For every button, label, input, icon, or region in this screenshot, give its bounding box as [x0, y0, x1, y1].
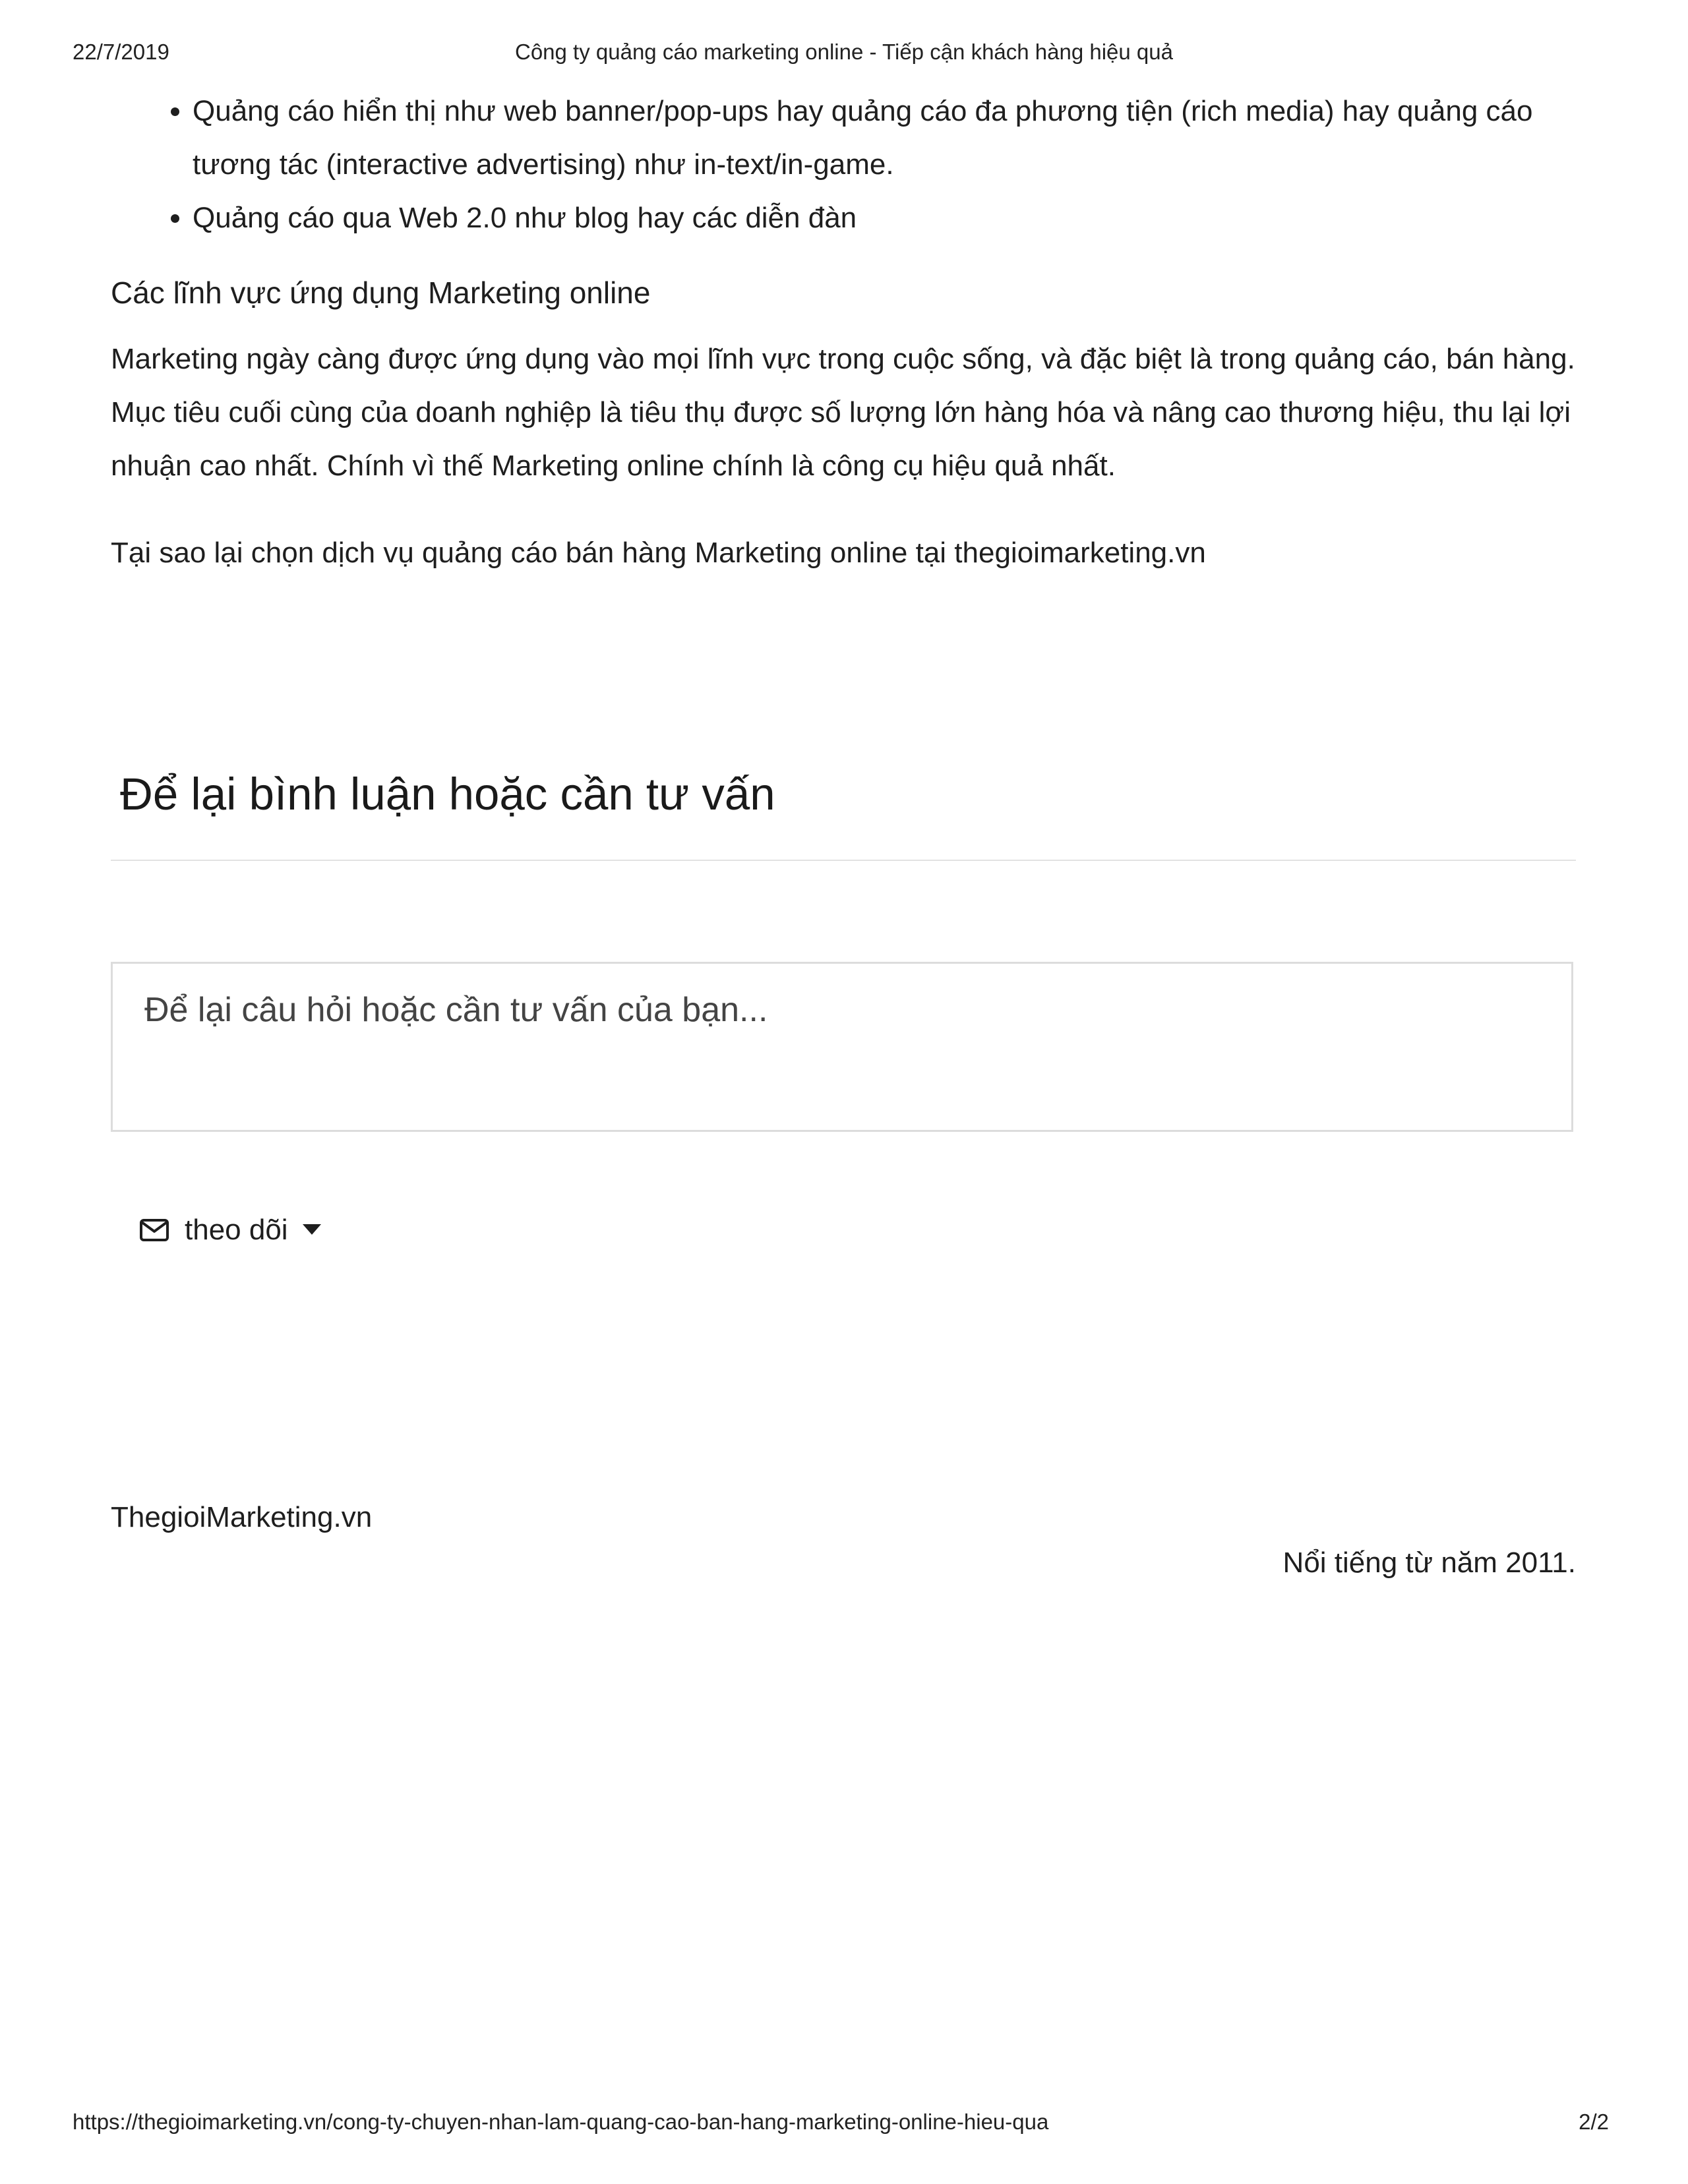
comments-title: Để lại bình luận hoặc cần tư vấn [120, 769, 775, 819]
page-number: 2/2 [1579, 2110, 1609, 2134]
divider [111, 860, 1576, 861]
follow-button[interactable] [140, 1212, 321, 1249]
list-item: • Quảng cáo qua Web 2.0 như blog hay các diễn đàn [193, 191, 1576, 245]
envelope-icon [140, 1219, 169, 1241]
comment-placeholder: Để lại câu hỏi hoặc cần tư vấn của bạn... [144, 991, 768, 1029]
print-page-title: Công ty quảng cáo marketing online - Tiếp cận khách hàng hiệu quả [514, 40, 1173, 64]
why-choose-line: Tại sao lại chọn dịch vụ quảng cáo bán hàng Marketing online tại thegioimarketing.vn [111, 537, 1206, 569]
ad-types-list [111, 84, 1576, 245]
print-url: https://thegioimarketing.vn/cong-ty-chuyen-nhan-lam-quang-cao-ban-hang-marketing-online-hieu-qua [73, 2110, 1049, 2134]
footer-brand-name: ThegioiMarketing.vn [111, 1501, 373, 1533]
caret-down-icon [303, 1224, 321, 1236]
comment-input[interactable] [111, 962, 1573, 1132]
footer-tagline: Nổi tiếng từ năm 2011. [1282, 1547, 1576, 1579]
article-paragraph: Marketing ngày càng được ứng dụng vào mọi lĩnh vực trong cuộc sống, và đặc biệt là trong quảng cáo, bán hàng. Mục tiêu cuối cùng của doanh nghiệp là tiêu thụ được số lượng lớn hàng hóa và nâng cao thương hiệu, thu lại lợi nhuận cao nhất. Chính vì thế Marketing online chính là công cụ hiệu quả nhất. [111, 343, 1575, 482]
list-item: • Quảng cáo hiển thị như web banner/pop-ups hay quảng cáo đa phương tiện (rich media) hay quảng cáo tương tác (interactive advertising) như in-text/in-game. [193, 84, 1576, 191]
article-content [111, 84, 1576, 579]
print-header [0, 40, 1688, 71]
print-date: 22/7/2019 [73, 40, 169, 64]
follow-label: theo dõi [185, 1214, 288, 1246]
section-heading: Các lĩnh vực ứng dụng Marketing online [111, 276, 651, 310]
